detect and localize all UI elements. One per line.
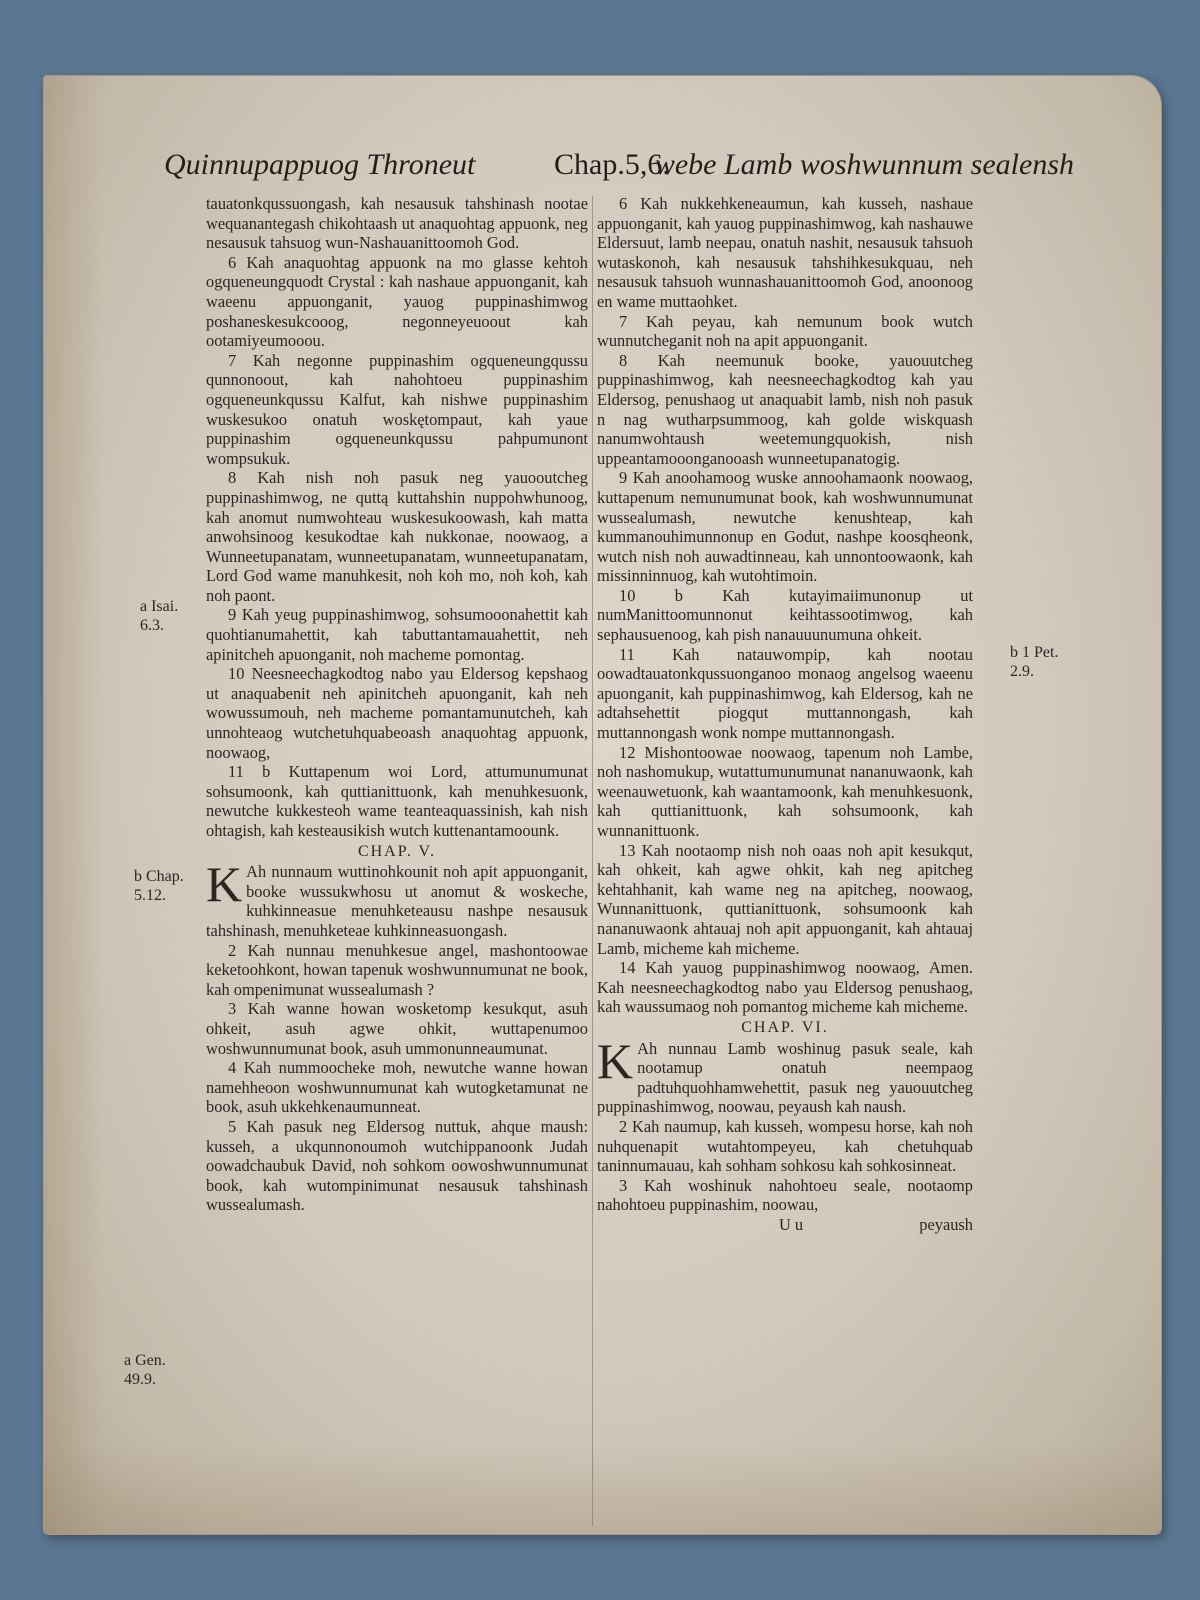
verse-paragraph: 2 Kah naumup, kah kusseh, wompesu horse, kah noh nuhquenapit wutahtompeyeu, kah chetuhquab taninnumauau, kah sohham sohkosu kah sohkosinneat. <box>597 1116 973 1176</box>
verse-paragraph: 7 Kah peyau, kah nemunum book wutch wunnutcheganit noh na apit appuonganit. <box>597 311 973 351</box>
verse-paragraph <box>206 856 588 940</box>
verse-paragraph: 7 Kah negonne puppinashim ogqueneungqussu qunnonoout, kah nahohtoeu puppinashim ogqueneunkqussu Kalfut, kah nishwe puppinashim wuskesukoo onatuh woskętompaut, kah yaue puppinashim ogqueneunkqussu pahpumunont wompsukuk. <box>206 350 588 468</box>
chapter-heading: CHAP. V. <box>357 842 437 860</box>
header-left: Quinnupappuog Throneut <box>164 148 476 181</box>
verse-paragraph: 9 Kah yeug puppinashimwog, sohsumooonahettit kah quohtianumahettit, kah tabuttantamauahettit, neh apinitcheh apuonganit, noh macheme pomontag. <box>206 605 588 664</box>
verse-paragraph: 10 b Kah kutayimaiimunonup ut numManittoomunnonut keihtassootimwog, kah sephausuenoog, kah pish nanauuunumuna ohkeit. <box>597 585 973 645</box>
verse-paragraph: 5 Kah pasuk neg Eldersog nuttuk, ahque maush: kusseh, a ukqunnonoumoh wutchippanoonk Judah oowadchaubuk David, noh sohkom oowoshwunnumunat book, kah wutompinimunat nesausuk tahshinash wussealumash. <box>206 1116 588 1215</box>
margin-note-chap: b Chap. 5.12. <box>134 868 184 904</box>
left-column <box>206 194 588 1215</box>
drop-cap: K <box>597 1032 634 1089</box>
drop-cap: K <box>206 856 243 913</box>
verse-paragraph: 4 Kah nummoocheke moh, newutche wanne howan namehheoon woshwunnumunat kah wutogketamunat ne book, asuh ukkehkenaumunneat. <box>206 1058 588 1117</box>
verse-text: Ah nunnaum wuttinohkounit noh apit appuonganit, booke wussukwhosu ut anomut & woskeche, kuhkinneasue menuhketeausu nashpe nesausuk tahshinash, menuhketeae kuhkinneasuongash. <box>206 862 588 940</box>
margin-note-genesis: a Gen. 49.9. <box>124 1352 166 1388</box>
page-bottom-stain <box>44 1444 1161 1534</box>
verse-paragraph: tauatonkqussuongash, kah nesausuk tahshinash nootae wequanantegash chikohtaash ut anaquohtag appuonk, neg nesausuk tahsuog wun-Nashauanittoomoh God. <box>206 194 588 253</box>
verse-paragraph: 9 Kah anoohamoog wuske annoohamaonk noowaog, kuttapenum nemunumunat book, kah woshwunnumunat wussealumash, newutche kenushteap, kah kummanouhimunnonup en Godut, nashpe koosqheonk, wutch nish noh auwadtinneau, kah unnontoowaonk, kah missinninnuog, kah wutohtimoin. <box>597 468 973 586</box>
verse-paragraph: 11 Kah natauwompip, kah nootau oowadtauatonkqussuonganoo monaog angelsog waeenu apuonganit, kah puppinashimwog, kah Eldersog, kah ne adtahsehettit piogqut muttannongash, kah muttannongash wonk nompe muttannongash. <box>597 644 973 743</box>
verse-text: Ah nunnau Lamb woshinug pasuk seale, kah nootamup onatuh neempaog padtuhquohhamwehettit, pasuk neg yauouutcheg puppinashimwog, noowau, peyaush kah naush. <box>597 1038 973 1117</box>
catchword: peyaush <box>919 1214 973 1234</box>
verse-paragraph: 11 b Kuttapenum woi Lord, attumunumunat sohsumoonk, kah quttianittuonk, kah menuhkesuonk, newutche kukkesteoh wame teanteaquassinish, kah nish ohtagish, kah kesteausikish wutch kuttenantamoounk. <box>206 762 588 840</box>
book-page <box>44 76 1161 1534</box>
verse-paragraph: 10 Neesneechagkodtog nabo yau Eldersog kepshaog ut anaquabenit neh apinitcheh apuonganit, kah neh wowussumouh, neh macheme pomantamunutcheh, kah unnohteaog wutchetuhquabeoash anaquohtag appuonk, noowaog, <box>206 664 588 762</box>
verse-paragraph: 8 Kah nish noh pasuk neg yauooutcheg puppinashimwog, ne quttą kuttahshin nuppohwhunoog, kah anomut numwohteau wuskesukoowash, kah matta anwohsinoog kesukodtae kah nukkonae, noowaog, a Wunneetupanatam, wunneetupanatam, wunneetupanatam, Lord God wame manuhkesit, noh koh mo, noh koh, kah noh paont. <box>206 468 588 605</box>
signature-mark: U u <box>779 1214 804 1234</box>
chapter-heading: CHAP. VI. <box>741 1018 829 1036</box>
column-divider <box>592 196 593 1526</box>
running-header <box>164 148 1074 196</box>
verse-paragraph <box>597 1032 973 1117</box>
header-right: webe Lamb woshwunnum sealensh <box>654 148 1074 181</box>
margin-note-isaiah: a Isai. 6.3. <box>140 598 179 634</box>
verse-paragraph: 2 Kah nunnau menuhkesue angel, mashontoowae keketoohkont, howan tapenuk woshwunnumunat ne book, kah ompenimunat wussealumash ? <box>206 940 588 999</box>
page-footer <box>597 1215 973 1235</box>
verse-paragraph: 6 Kah nukkehkeneaumun, kah kusseh, nashaue appuonganit, kah yauog puppinashimwog, kah nashauwe Eldersuut, lamb neepau, onatuh nashit, nesausuk tahsuoh wutaskonoh, kah nesausuk tahshihkesukquau, neh nesausuk tahsuoh wunnashauanittoomoh God, anoonoog en wame muttaohket. <box>597 194 973 311</box>
verse-paragraph: 3 Kah wanne howan wosketomp kesukqut, asuh ohkeit, asuh agwe ohkit, wuttapenumoo woshwunnumunat book, asuh ummonunneaumunat. <box>206 999 588 1058</box>
right-column <box>597 194 973 1234</box>
margin-note-peter: b 1 Pet. 2.9. <box>1010 644 1059 680</box>
verse-paragraph: 3 Kah woshinuk nahohtoeu seale, nootaomp nahohtoeu puppinashim, noowau, <box>597 1175 973 1215</box>
page-edge-stain <box>44 76 104 1534</box>
verse-paragraph: 12 Mishontoowae noowaog, tapenum noh Lambe, noh nashomukup, wutattumunumunat nananuwaonk, kah weenauwetuonk, kah waantamoonk, kah menuhkesuonk, kah quttianittuonk, kah sohsumoonk, kah wunnanittuonk. <box>597 742 973 840</box>
verse-paragraph: 14 Kah yauog puppinashimwog noowaog, Amen. Kah neesneechagkodtog nabo yau Eldersog penushaog, kah waussumaog noh pomantog micheme kah micheme. <box>597 958 973 1017</box>
verse-paragraph: 13 Kah nootaomp nish noh oaas noh apit kesukqut, kah ohkeit, kah agwe ohkit, kah neg apitcheg kehtahhanit, kah wame neg na apitcheg, noowaog, Wunnanittuonk, quttianittuonk, sohsumoonk kah nananuwaonk ahtauaj noh apit appuonganit, kah ahtauaj Lamb, micheme kah micheme. <box>597 840 973 958</box>
verse-paragraph: 8 Kah neemunuk booke, yauouutcheg puppinashimwog, kah neesneechagkodtog kah yau Eldersog, penushaog ut anaquabit lamb, nish noh pasuk n nag wutharpsummoog, kah golde wiskquash nanumwohtaush weetemungquokish, nish uppeantamooonganooash wunneetupanatogig. <box>597 350 973 468</box>
header-chapter: Chap.5,6. <box>554 148 670 181</box>
verse-paragraph: 6 Kah anaquohtag appuonk na mo glasse kehtoh ogqueneungquodt Crystal : kah nashaue appuonganit, kah waeenu appuonganit, yauog puppinashimwog poshaneskesukcooog, negonneyeuoout kah ootamiyeumooou. <box>206 252 588 351</box>
